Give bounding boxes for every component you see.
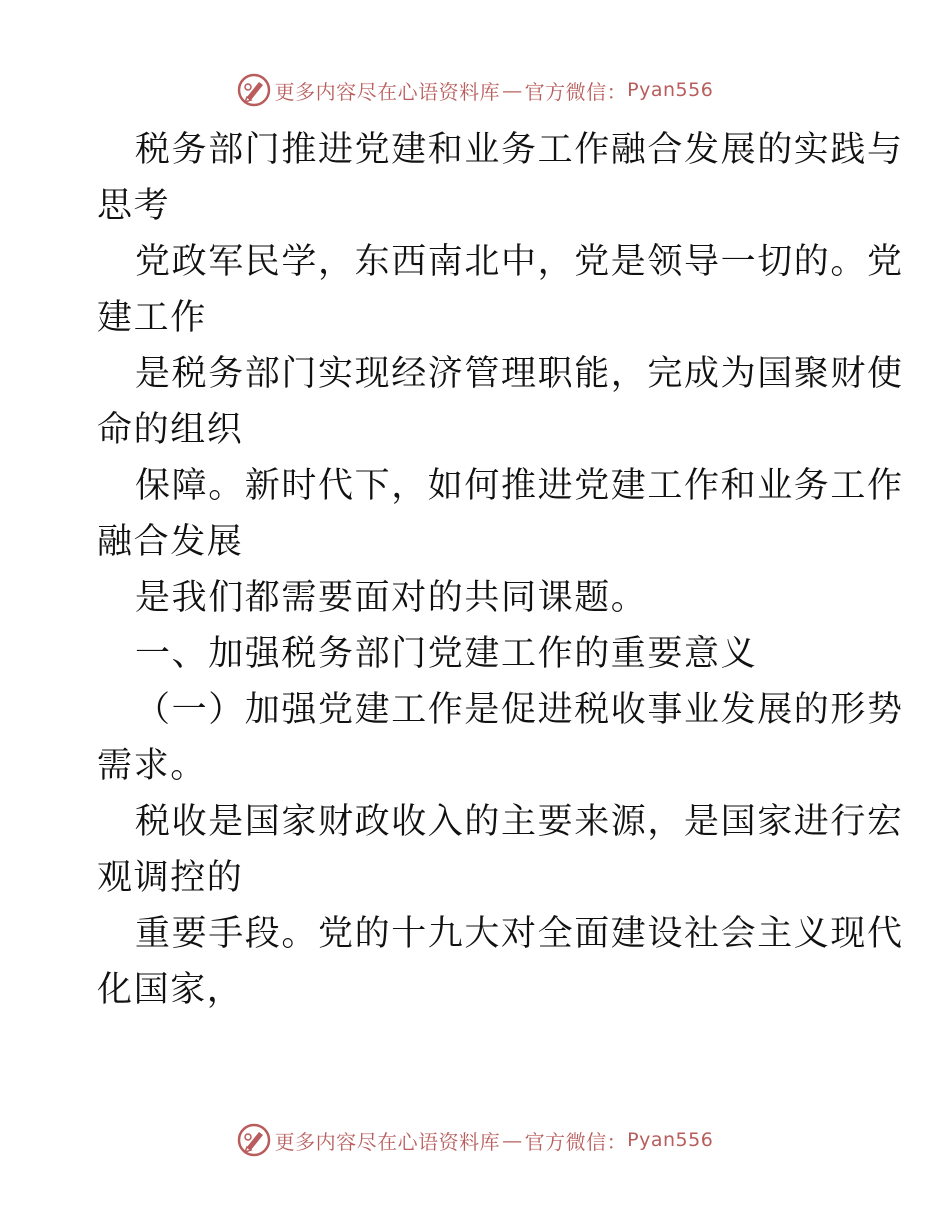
text-line: 融合发展	[97, 522, 244, 562]
text-line: 税务部门推进党建和业务工作融合发展的实践与	[135, 130, 904, 170]
banner-brand-text: 更多内容尽在心语资料库	[274, 1129, 501, 1154]
text-line: 观调控的	[97, 858, 244, 898]
text-line: 是我们都需要面对的共同课题。	[135, 578, 648, 618]
text-line: 税收是国家财政收入的主要来源，是国家进行宏	[135, 802, 904, 842]
text-line: 党政军民学，东西南北中，党是领导一切的。党	[135, 242, 904, 282]
header-watermark-banner	[0, 70, 950, 110]
pen-nib-logo-icon	[237, 1123, 271, 1157]
footer-watermark-banner	[0, 1120, 950, 1160]
banner-dash: —	[502, 1128, 523, 1152]
text-line: 命的组织	[97, 410, 244, 450]
text-line: 保障。新时代下，如何推进党建工作和业务工作	[135, 466, 904, 506]
text-line: 建工作	[97, 298, 207, 338]
text-line: 是税务部门实现经济管理职能，完成为国聚财使	[135, 354, 904, 394]
text-line: 需求。	[97, 746, 207, 786]
banner-account: Pyan556	[627, 79, 714, 101]
document-body	[97, 122, 904, 1018]
text-line: 重要手段。党的十九大对全面建设社会主义现代	[135, 914, 904, 954]
text-line: 思考	[97, 186, 171, 226]
banner-account: Pyan556	[627, 1129, 714, 1151]
banner-official-label: 官方微信：	[524, 79, 628, 104]
text-line: 化国家，	[97, 970, 244, 1010]
banner-brand-text: 更多内容尽在心语资料库	[274, 79, 501, 104]
pen-nib-logo-icon	[237, 73, 271, 107]
banner-dash: —	[502, 78, 523, 102]
subsection-heading: （一）加强党建工作是促进税收事业发展的形势	[135, 690, 904, 730]
section-heading: 一、加强税务部门党建工作的重要意义	[135, 634, 758, 674]
banner-official-label: 官方微信：	[524, 1129, 628, 1154]
